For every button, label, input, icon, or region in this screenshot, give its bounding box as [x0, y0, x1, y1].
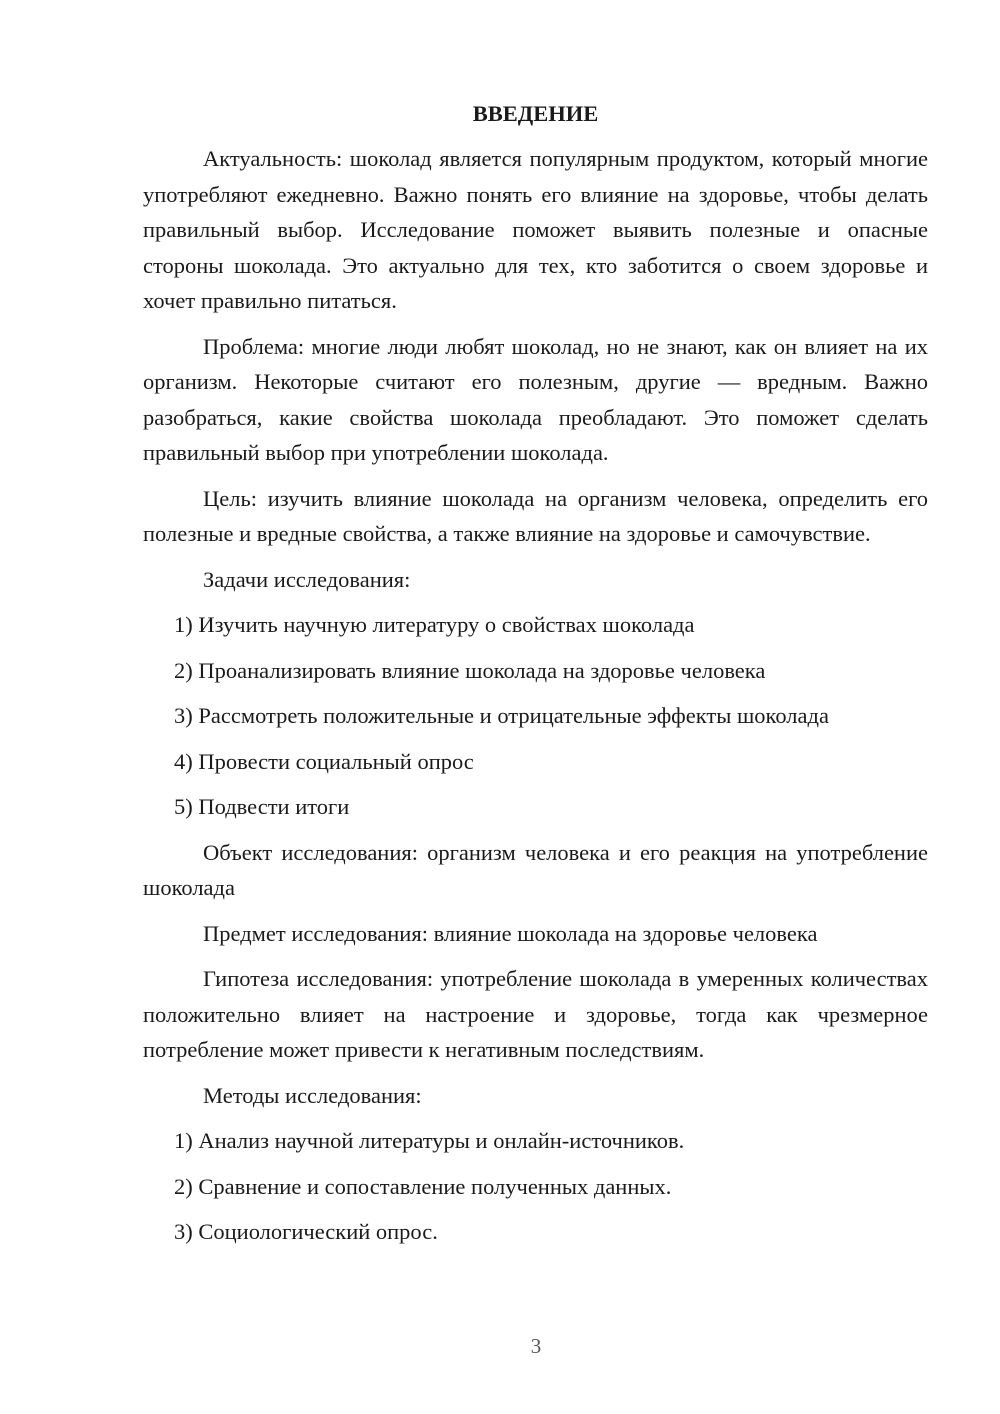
list-item: 3) Рассмотреть положительные и отрицательные эффекты шоколада [174, 703, 829, 728]
relevance-paragraph: Актуальность: шоколад является популярным продуктом, который многие употребляют ежедневно. Важно понять его влияние на здоровье, чтобы делать правильный выбор. Исследование поможет выявить полезные и опасные стороны шоколада. Это актуально для тех, кто заботится о своем здоровье и хочет правильно питаться. [143, 146, 928, 313]
problem-paragraph: Проблема: многие люди любят шоколад, но не знают, как он влияет на их организм. Некоторые считают его полезным, другие — вредным. Важно разобраться, какие свойства шоколада преобладают. Это поможет сделать правильный выбор при употреблении шоколада. [143, 333, 928, 465]
page-title: ВВЕДЕНИЕ [472, 101, 599, 126]
list-item: 2) Сравнение и сопоставление полученных данных. [174, 1173, 672, 1199]
document-page [143, 96, 928, 1260]
subject-paragraph: Предмет исследования: влияние шоколада на здоровье человека [203, 920, 818, 946]
tasks-heading: Задачи исследования: [203, 566, 411, 592]
page-number: 3 [530, 1334, 542, 1358]
list-item: 1) Изучить научную литературу о свойствах шоколада [174, 612, 695, 637]
list-item: 3) Социологический опрос. [174, 1219, 438, 1244]
list-item: 5) Подвести итоги [174, 794, 350, 819]
list-item: 4) Провести социальный опрос [174, 748, 474, 774]
list-item: 2) Проанализировать влияние шоколада на здоровье человека [174, 657, 766, 683]
methods-list [143, 1123, 928, 1250]
tasks-list [143, 607, 928, 825]
object-paragraph: Объект исследования: организм человека и его реакция на употребление шоколада [143, 839, 928, 900]
list-item: 1) Анализ научной литературы и онлайн-источников. [174, 1128, 685, 1153]
hypothesis-paragraph: Гипотеза исследования: употребление шоколада в умеренных количествах положительно влияет на настроение и здоровье, тогда как чрезмерное потребление может привести к негативным последствиям. [143, 966, 928, 1062]
goal-paragraph: Цель: изучить влияние шоколада на организм человека, определить его полезные и вредные свойства, а также влияние на здоровье и самочувствие. [143, 485, 928, 546]
methods-heading: Методы исследования: [203, 1082, 422, 1108]
